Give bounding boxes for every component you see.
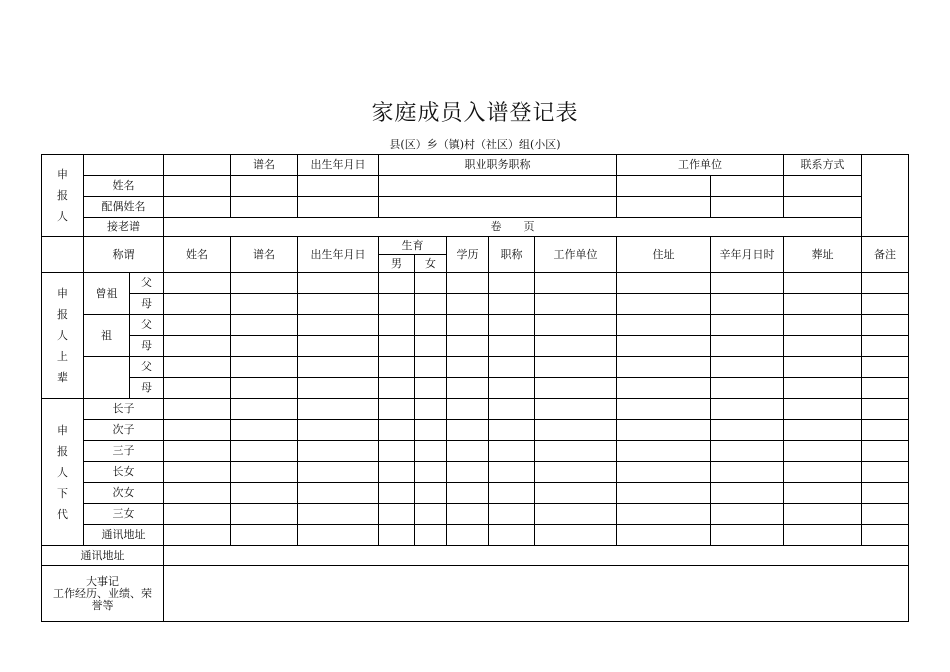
- cell[interactable]: [862, 462, 909, 483]
- cell[interactable]: [862, 399, 909, 420]
- registration-table: [41, 154, 909, 622]
- cell[interactable]: [489, 378, 535, 399]
- cell[interactable]: [617, 294, 711, 315]
- blank-cell: [84, 357, 130, 399]
- header-work-unit: 工作单位: [535, 237, 617, 273]
- family-header-row: [42, 237, 909, 255]
- input-address[interactable]: [164, 546, 909, 566]
- label-father: 父: [130, 357, 164, 378]
- cell[interactable]: [711, 504, 784, 525]
- applicant-header-row: [42, 155, 909, 176]
- descendant-row: [42, 483, 909, 504]
- cell[interactable]: [447, 441, 489, 462]
- cell[interactable]: [535, 483, 617, 504]
- cell[interactable]: [489, 273, 535, 294]
- cell[interactable]: [298, 483, 379, 504]
- cell[interactable]: [164, 315, 231, 336]
- cell[interactable]: [784, 420, 862, 441]
- cell[interactable]: [784, 525, 862, 546]
- header-name: 姓名: [164, 237, 231, 273]
- cell[interactable]: [164, 273, 231, 294]
- label-second-daughter: 次女: [84, 483, 164, 504]
- header-burial: 葬址: [784, 237, 862, 273]
- cell[interactable]: [231, 462, 298, 483]
- cell[interactable]: [447, 525, 489, 546]
- blank-cell[interactable]: [84, 155, 164, 176]
- cell[interactable]: [535, 315, 617, 336]
- cell[interactable]: [862, 273, 909, 294]
- cell[interactable]: [535, 357, 617, 378]
- header-address: 住址: [617, 237, 711, 273]
- elder-row: [42, 294, 909, 315]
- header-pu-name: 谱名: [231, 237, 298, 273]
- header-birth-date: 出生年月日: [298, 237, 379, 273]
- cell[interactable]: [415, 525, 447, 546]
- cell[interactable]: [862, 315, 909, 336]
- cell[interactable]: [164, 294, 231, 315]
- cell[interactable]: [862, 336, 909, 357]
- cell[interactable]: [298, 462, 379, 483]
- header-pu-name: 谱名: [231, 155, 298, 176]
- label-father: 父: [130, 273, 164, 294]
- cell[interactable]: [489, 420, 535, 441]
- cell[interactable]: [489, 294, 535, 315]
- input-spouse-birth-date[interactable]: [298, 197, 379, 218]
- cell[interactable]: [784, 336, 862, 357]
- cell[interactable]: [231, 378, 298, 399]
- elder-row: [42, 357, 909, 378]
- cell[interactable]: [298, 336, 379, 357]
- header-title-rank: 职称: [489, 237, 535, 273]
- cell[interactable]: [617, 462, 711, 483]
- descendant-row: [42, 504, 909, 525]
- cell[interactable]: [447, 378, 489, 399]
- input-name[interactable]: [164, 176, 231, 197]
- cell[interactable]: [379, 525, 415, 546]
- blank-cell: [42, 237, 84, 273]
- cell[interactable]: [379, 420, 415, 441]
- label-descendants-address: 通讯地址: [84, 525, 164, 546]
- cell[interactable]: [231, 294, 298, 315]
- applicant-name-row: [42, 176, 909, 197]
- descendant-address-row: [42, 525, 909, 546]
- cell[interactable]: [711, 525, 784, 546]
- header-work-unit: 工作单位: [617, 155, 784, 176]
- cell[interactable]: [298, 504, 379, 525]
- header-title: 称谓: [84, 237, 164, 273]
- cell[interactable]: [784, 294, 862, 315]
- input-spouse-work-unit-2[interactable]: [711, 197, 784, 218]
- label-name: 姓名: [84, 176, 164, 197]
- cell[interactable]: [231, 315, 298, 336]
- label-address: 通讯地址: [42, 546, 164, 566]
- input-spouse-contact[interactable]: [784, 197, 862, 218]
- cell[interactable]: [298, 420, 379, 441]
- elder-row: [42, 315, 909, 336]
- input-major-events[interactable]: [164, 566, 909, 622]
- header-children: 生育: [379, 237, 447, 255]
- header-occupation: 职业职务职称: [379, 155, 617, 176]
- cell[interactable]: [379, 273, 415, 294]
- cell[interactable]: [379, 504, 415, 525]
- input-contact[interactable]: [784, 176, 862, 197]
- cell[interactable]: [415, 462, 447, 483]
- cell[interactable]: [784, 273, 862, 294]
- cell[interactable]: [535, 294, 617, 315]
- cell[interactable]: [164, 420, 231, 441]
- label-father: 父: [130, 315, 164, 336]
- header-notes: 备注: [862, 237, 909, 273]
- cell[interactable]: [164, 504, 231, 525]
- cell[interactable]: [489, 504, 535, 525]
- label-eldest-daughter: 长女: [84, 462, 164, 483]
- cell[interactable]: [535, 273, 617, 294]
- cell[interactable]: [231, 525, 298, 546]
- input-pu-name[interactable]: [231, 176, 298, 197]
- input-spouse-occupation[interactable]: [379, 197, 617, 218]
- cell[interactable]: [231, 504, 298, 525]
- cell[interactable]: [784, 357, 862, 378]
- cell[interactable]: [784, 315, 862, 336]
- cell[interactable]: [164, 483, 231, 504]
- descendant-row: [42, 420, 909, 441]
- cell[interactable]: [489, 462, 535, 483]
- cell[interactable]: [298, 315, 379, 336]
- elder-row: [42, 378, 909, 399]
- cell[interactable]: [617, 525, 711, 546]
- cell[interactable]: [784, 483, 862, 504]
- cell[interactable]: [415, 441, 447, 462]
- cell[interactable]: [784, 462, 862, 483]
- elder-row: [42, 336, 909, 357]
- cell[interactable]: [617, 441, 711, 462]
- cell[interactable]: [711, 378, 784, 399]
- cell[interactable]: [617, 420, 711, 441]
- elders-group-label: 申 报 人 上 辈: [42, 273, 84, 399]
- cell[interactable]: [415, 504, 447, 525]
- cell[interactable]: [711, 315, 784, 336]
- cell[interactable]: [617, 357, 711, 378]
- cell[interactable]: [535, 399, 617, 420]
- cell[interactable]: [447, 294, 489, 315]
- cell[interactable]: [617, 504, 711, 525]
- cell[interactable]: [711, 357, 784, 378]
- cell[interactable]: [164, 525, 231, 546]
- elder-row: [42, 273, 909, 294]
- cell[interactable]: [489, 399, 535, 420]
- cell[interactable]: [164, 441, 231, 462]
- label-second-son: 次子: [84, 420, 164, 441]
- applicant-group-label: 申 报 人: [42, 155, 84, 237]
- applicant-spouse-row: [42, 197, 909, 218]
- cell[interactable]: [489, 357, 535, 378]
- cell[interactable]: [535, 378, 617, 399]
- blank-cell[interactable]: [862, 155, 909, 237]
- descendant-row: [42, 462, 909, 483]
- cell[interactable]: [415, 315, 447, 336]
- cell[interactable]: [447, 336, 489, 357]
- cell[interactable]: [447, 399, 489, 420]
- label-mother: 母: [130, 336, 164, 357]
- cell[interactable]: [231, 273, 298, 294]
- volume-page-field[interactable]: 卷 页: [164, 218, 862, 237]
- cell[interactable]: [535, 441, 617, 462]
- header-male: 男: [379, 255, 415, 273]
- label-eldest-son: 长子: [84, 399, 164, 420]
- header-death-date: 辛年月日时: [711, 237, 784, 273]
- cell[interactable]: [447, 420, 489, 441]
- cell[interactable]: [415, 399, 447, 420]
- cell[interactable]: [489, 315, 535, 336]
- input-spouse-pu-name[interactable]: [231, 197, 298, 218]
- cell[interactable]: [711, 462, 784, 483]
- cell[interactable]: [231, 420, 298, 441]
- cell[interactable]: [415, 483, 447, 504]
- cell[interactable]: [711, 273, 784, 294]
- cell[interactable]: [784, 378, 862, 399]
- cell[interactable]: [379, 378, 415, 399]
- cell[interactable]: [164, 378, 231, 399]
- cell[interactable]: [379, 357, 415, 378]
- cell[interactable]: [711, 441, 784, 462]
- header-contact: 联系方式: [784, 155, 862, 176]
- cell[interactable]: [784, 399, 862, 420]
- label-mother: 母: [130, 378, 164, 399]
- cell[interactable]: [379, 462, 415, 483]
- cell[interactable]: [231, 357, 298, 378]
- input-work-unit-2[interactable]: [711, 176, 784, 197]
- cell[interactable]: [535, 525, 617, 546]
- cell[interactable]: [379, 399, 415, 420]
- cell[interactable]: [415, 336, 447, 357]
- cell[interactable]: [535, 420, 617, 441]
- cell[interactable]: [489, 483, 535, 504]
- cell[interactable]: [862, 441, 909, 462]
- cell[interactable]: [164, 357, 231, 378]
- header-education: 学历: [447, 237, 489, 273]
- cell[interactable]: [447, 504, 489, 525]
- cell[interactable]: [447, 462, 489, 483]
- cell[interactable]: [447, 273, 489, 294]
- cell[interactable]: [298, 399, 379, 420]
- blank-cell[interactable]: [164, 155, 231, 176]
- label-major-events: 大事记 工作经历、业绩、荣 誉等: [42, 566, 164, 622]
- cell[interactable]: [164, 336, 231, 357]
- input-occupation[interactable]: [379, 176, 617, 197]
- cell[interactable]: [489, 336, 535, 357]
- input-spouse-name[interactable]: [164, 197, 231, 218]
- events-row: [42, 566, 909, 622]
- cell[interactable]: [447, 357, 489, 378]
- cell[interactable]: [379, 483, 415, 504]
- region-subtitle: 县(区）乡（镇)村（社区）组(小区): [389, 138, 561, 151]
- cell[interactable]: [535, 462, 617, 483]
- cell[interactable]: [298, 273, 379, 294]
- input-birth-date[interactable]: [298, 176, 379, 197]
- cell[interactable]: [415, 420, 447, 441]
- cell[interactable]: [447, 483, 489, 504]
- cell[interactable]: [231, 483, 298, 504]
- label-spouse-name: 配偶姓名: [84, 197, 164, 218]
- cell[interactable]: [784, 504, 862, 525]
- cell[interactable]: [415, 273, 447, 294]
- cell[interactable]: [862, 378, 909, 399]
- cell[interactable]: [711, 399, 784, 420]
- header-female: 女: [415, 255, 447, 273]
- cell[interactable]: [231, 441, 298, 462]
- cell[interactable]: [617, 315, 711, 336]
- cell[interactable]: [862, 525, 909, 546]
- cell[interactable]: [617, 273, 711, 294]
- cell[interactable]: [415, 294, 447, 315]
- label-grandparents: 祖: [84, 315, 130, 357]
- cell[interactable]: [489, 441, 535, 462]
- cell[interactable]: [231, 399, 298, 420]
- cell[interactable]: [617, 483, 711, 504]
- cell[interactable]: [379, 441, 415, 462]
- cell[interactable]: [379, 294, 415, 315]
- cell[interactable]: [862, 504, 909, 525]
- cell[interactable]: [298, 378, 379, 399]
- page-title: 家庭成员入谱登记表: [371, 101, 579, 126]
- label-genealogy-keeper: 接老谱: [84, 218, 164, 237]
- cell[interactable]: [164, 462, 231, 483]
- cell[interactable]: [298, 525, 379, 546]
- cell[interactable]: [617, 378, 711, 399]
- label-mother: 母: [130, 294, 164, 315]
- descendant-row: [42, 441, 909, 462]
- address-row: [42, 546, 909, 566]
- cell[interactable]: [784, 441, 862, 462]
- cell[interactable]: [535, 504, 617, 525]
- header-birth-date: 出生年月日: [298, 155, 379, 176]
- cell[interactable]: [535, 336, 617, 357]
- cell[interactable]: [862, 357, 909, 378]
- cell[interactable]: [298, 357, 379, 378]
- cell[interactable]: [711, 483, 784, 504]
- cell[interactable]: [711, 420, 784, 441]
- label-third-son: 三子: [84, 441, 164, 462]
- descendants-group-label: 申 报 人 下 代: [42, 399, 84, 546]
- cell[interactable]: [379, 315, 415, 336]
- cell[interactable]: [231, 336, 298, 357]
- cell[interactable]: [711, 294, 784, 315]
- applicant-genealogy-row: [42, 218, 909, 237]
- cell[interactable]: [298, 294, 379, 315]
- label-third-daughter: 三女: [84, 504, 164, 525]
- cell[interactable]: [447, 315, 489, 336]
- cell[interactable]: [415, 357, 447, 378]
- cell[interactable]: [415, 378, 447, 399]
- cell[interactable]: [379, 336, 415, 357]
- cell[interactable]: [862, 294, 909, 315]
- cell[interactable]: [617, 336, 711, 357]
- cell[interactable]: [617, 399, 711, 420]
- cell[interactable]: [862, 420, 909, 441]
- cell[interactable]: [489, 525, 535, 546]
- cell[interactable]: [862, 483, 909, 504]
- label-great-grandparents: 曾祖: [84, 273, 130, 315]
- input-spouse-work-unit[interactable]: [617, 197, 711, 218]
- cell[interactable]: [711, 336, 784, 357]
- cell[interactable]: [164, 399, 231, 420]
- descendant-row: [42, 399, 909, 420]
- input-work-unit[interactable]: [617, 176, 711, 197]
- cell[interactable]: [298, 441, 379, 462]
